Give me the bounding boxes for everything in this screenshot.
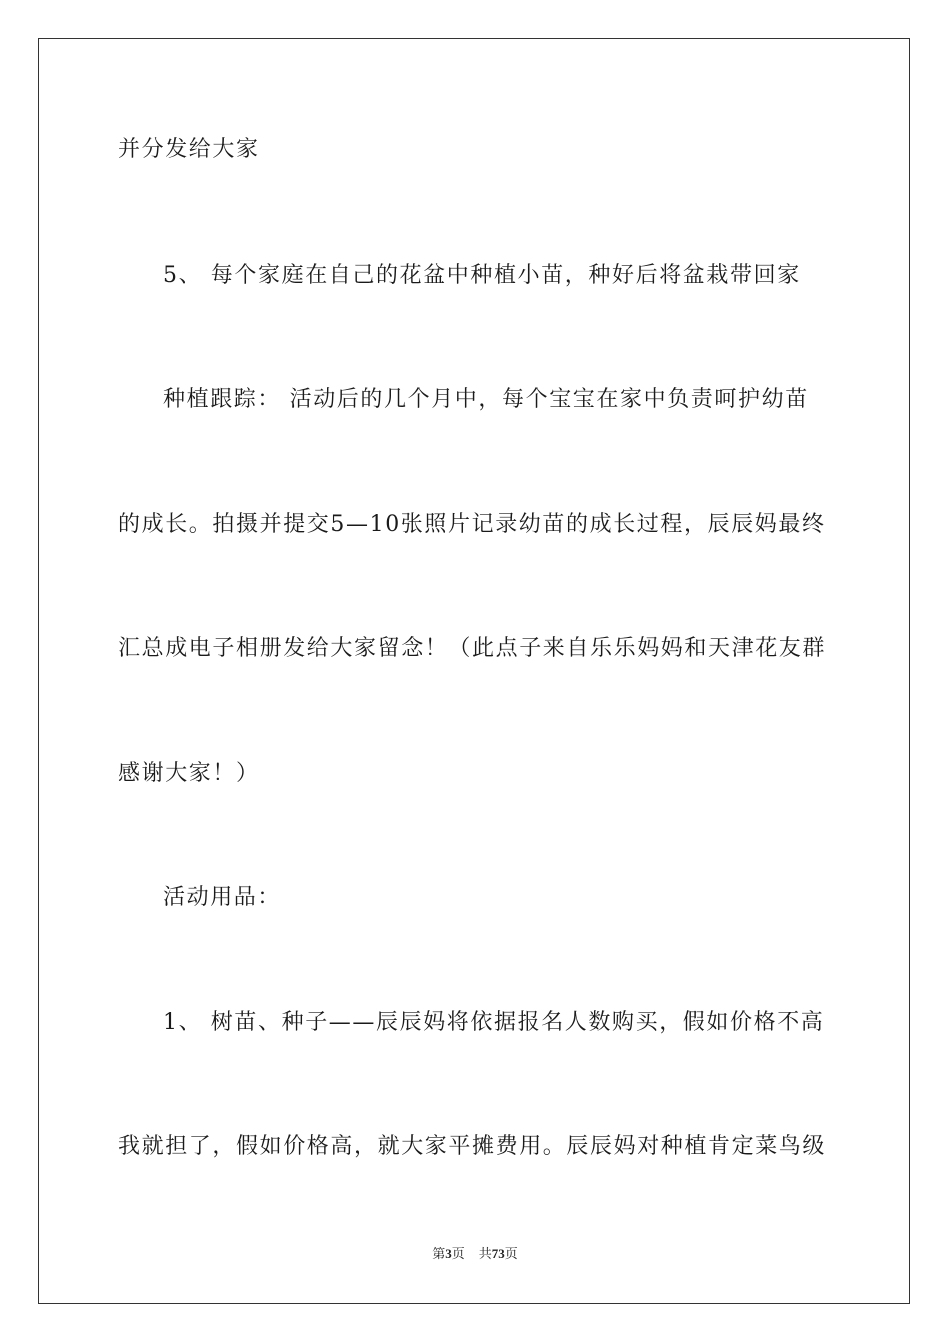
paragraph-line-6: 感谢大家！）	[118, 761, 260, 786]
paragraph-line-8: 1、 树苗、种子——辰辰妈将依据报名人数购买，假如价格不高	[163, 1010, 825, 1035]
paragraph-line-7: 活动用品：	[163, 885, 282, 910]
paragraph-line-3: 种植跟踪： 活动后的几个月中，每个宝宝在家中负责呵护幼苗	[163, 387, 809, 412]
total-suffix: 页	[504, 1246, 518, 1261]
total-prefix: 共	[478, 1246, 492, 1261]
page-border	[38, 38, 910, 1304]
page-prefix: 第	[432, 1246, 446, 1261]
total-pages: 73	[491, 1246, 505, 1261]
paragraph-line-2: 5、 每个家庭在自己的花盆中种植小苗，种好后将盆栽带回家	[163, 263, 801, 288]
paragraph-line-1: 并分发给大家	[118, 137, 260, 162]
paragraph-line-4: 的成长。拍摄并提交5—10张照片记录幼苗的成长过程，辰辰妈最终	[118, 512, 826, 537]
paragraph-line-5: 汇总成电子相册发给大家留念！（此点子来自乐乐妈妈和天津花友群	[118, 636, 827, 661]
page-suffix: 页	[451, 1246, 465, 1261]
page-footer	[0, 1245, 950, 1263]
page-number: 3	[445, 1246, 452, 1261]
paragraph-line-9: 我就担了，假如价格高，就大家平摊费用。辰辰妈对种植肯定菜鸟级	[118, 1134, 827, 1159]
